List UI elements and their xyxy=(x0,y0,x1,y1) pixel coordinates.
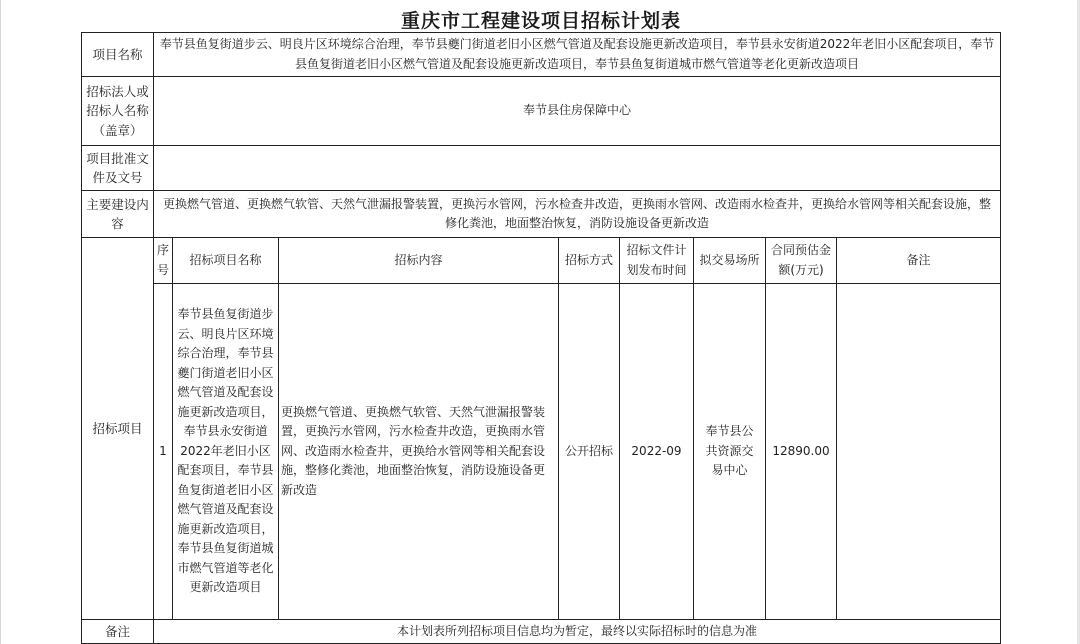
approval-label: 项目批准文件及文号 xyxy=(81,145,154,191)
project-name-label: 项目名称 xyxy=(81,32,154,77)
project-name-value: 奉节县鱼复街道步云、明良片区环境综合治理，奉节县夔门街道老旧小区燃气管道及配套设施更新改造项目，奉节县永安街道2022年老旧小区配套项目，奉节县鱼复街道老旧小区燃气管道及配套设施更新改造项目，奉节县鱼复街道城市燃气管道等老化更新改造项目 xyxy=(153,32,1001,77)
row-amount: 12890.00 xyxy=(765,283,837,620)
header-project-name: 招标项目名称 xyxy=(172,237,279,284)
header-venue: 拟交易场所 xyxy=(693,237,766,284)
row-seq: 1 xyxy=(153,283,173,620)
bidding-project-label: 招标项目 xyxy=(81,237,154,620)
tenderer-label: 招标法人或招标人名称（盖章） xyxy=(81,76,154,146)
row-remark xyxy=(836,283,1001,620)
row-method: 公开招标 xyxy=(558,283,620,620)
approval-value xyxy=(153,145,1001,191)
row-project-name: 奉节县鱼复街道步云、明良片区环境综合治理，奉节县夔门街道老旧小区燃气管道及配套设施更新改造项目，奉节县永安街道2022年老旧小区配套项目，奉节县鱼复街道老旧小区燃气管道及配套设施更新改造项目，奉节县鱼复街道城市燃气管道等老化更新改造项目 xyxy=(172,283,279,620)
remarks-value: 本计划表所列招标项目信息均为暂定，最终以实际招标时的信息为准 xyxy=(153,619,1001,644)
main-construction-value: 更换燃气管道、更换燃气软管、天然气泄漏报警装置，更换污水管网，污水检查井改造，更换雨水管网、改造雨水检查井，更换给水管网等相关配套设施，整修化粪池，地面整治恢复，消防设施设备更新改造 xyxy=(153,190,1001,238)
main-construction-label: 主要建设内容 xyxy=(81,190,154,238)
header-remark: 备注 xyxy=(836,237,1001,284)
header-method: 招标方式 xyxy=(558,237,620,284)
header-amount: 合同预估金额(万元) xyxy=(765,237,837,284)
header-content: 招标内容 xyxy=(278,237,559,284)
page-title: 重庆市工程建设项目招标计划表 xyxy=(400,10,681,32)
remarks-label: 备注 xyxy=(81,619,154,644)
header-release-time: 招标文件计划发布时间 xyxy=(619,237,694,284)
header-seq: 序号 xyxy=(153,237,173,284)
tenderer-value: 奉节县住房保障中心 xyxy=(153,76,1001,146)
row-release-time: 2022-09 xyxy=(619,283,694,620)
row-content: 更换燃气管道、更换燃气软管、天然气泄漏报警装置，更换污水管网，污水检查井改造，更换雨水管网、改造雨水检查井，更换给水管网等相关配套设施，整修化粪池，地面整治恢复，消防设施设备更新改造 xyxy=(278,283,559,620)
row-venue: 奉节县公共资源交易中心 xyxy=(693,283,766,620)
